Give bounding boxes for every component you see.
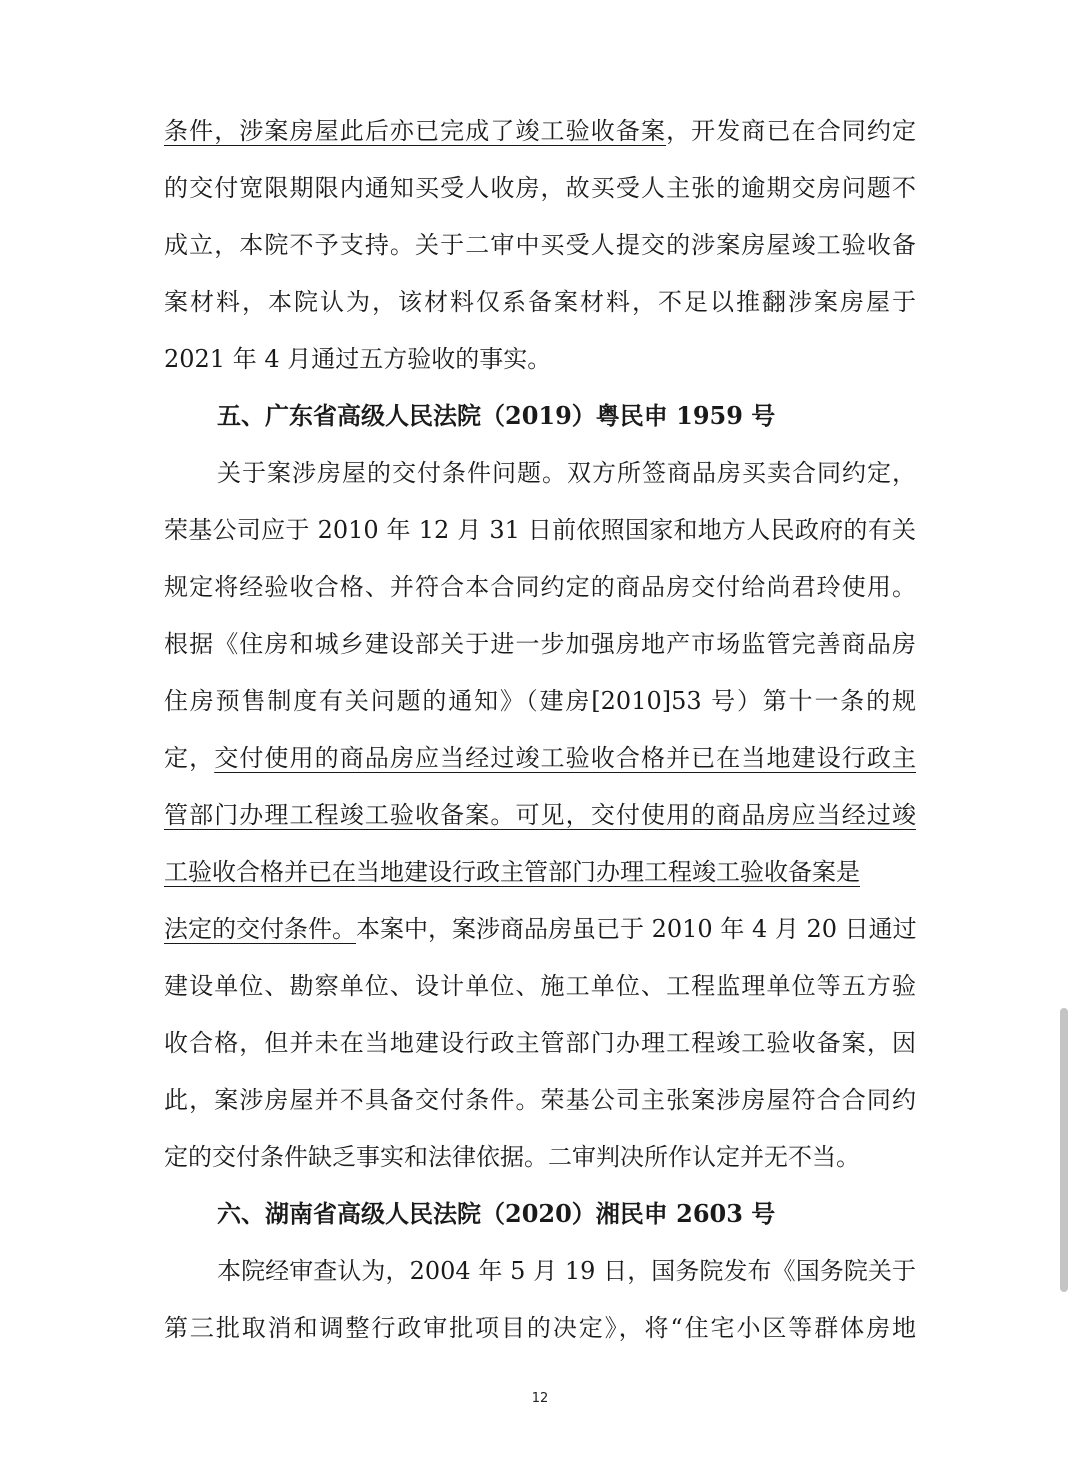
text-segment: 本院经审查认为，2004 年 5 月 19 日，国务院发布《国务院关于 [217,1257,916,1285]
heading-text: 五、广东省高级人民法院（2019）粤民申 1959 号 [217,401,776,430]
text-segment: 荣基公司应于 2010 年 12 月 31 日前依照国家和地方人民政府的有关 [164,516,916,544]
text-line-8 [164,515,916,545]
section-heading-5 [217,401,917,431]
text-segment: 根据《住房和城乡建设部关于进一步加强房地产市场监管完善商品房 [164,630,916,658]
text-line-22 [164,1313,916,1343]
underlined-text: 管部门办理工程竣工验收备案。可见，交付使用的商品房应当经过竣 [164,801,916,829]
text-segment: ，开发商已在合同约定 [666,117,917,145]
text-line-15 [164,914,916,944]
underlined-text: 条件，涉案房屋此后亦已完成了竣工验收备案 [164,117,667,145]
text-segment: 定的交付条件缺乏事实和法律依据。二审判决所作认定并无不当。 [164,1143,860,1171]
text-line-21 [217,1256,916,1286]
heading-text: 六、湖南省高级人民法院（2020）湘民申 2603 号 [217,1199,776,1228]
text-line-14 [164,857,916,887]
text-line-9 [164,572,916,602]
text-line-2 [164,173,916,203]
text-segment: 的交付宽限期限内通知买受人收房，故买受人主张的逾期交房问题不 [164,174,916,202]
page-number: 12 [531,1391,549,1406]
text-segment: 住房预售制度有关问题的通知》（建房[2010]53 号）第十一条的规 [164,687,916,715]
text-segment: 此，案涉房屋并不具备交付条件。荣基公司主张案涉房屋符合合同约 [164,1086,916,1114]
text-segment: 案材料，本院认为，该材料仅系备案材料，不足以推翻涉案房屋于 [164,288,916,316]
text-line-11 [164,686,916,716]
text-segment: 建设单位、勘察单位、设计单位、施工单位、工程监理单位等五方验 [164,972,916,1000]
text-line-7 [217,458,916,488]
text-line-4 [164,287,916,317]
text-segment: 规定将经验收合格、并符合本合同约定的商品房交付给尚君玲使用。 [164,573,916,601]
underlined-text: 交付使用的商品房应当经过竣工验收合格并已在当地建设行政主 [214,744,917,772]
underlined-text: 法定的交付条件。 [164,915,356,943]
text-segment: 第三批取消和调整行政审批项目的决定》，将“住宅小区等群体房地 [164,1314,916,1342]
text-line-16 [164,971,916,1001]
text-line-5 [164,344,916,374]
text-line-3 [164,230,916,260]
scrollbar-thumb[interactable] [1060,1008,1068,1292]
text-segment: 收合格，但并未在当地建设行政主管部门办理工程竣工验收备案，因 [164,1029,916,1057]
text-segment: 关于案涉房屋的交付条件问题。双方所签商品房买卖合同约定， [217,459,916,487]
text-line-1 [164,116,916,146]
section-heading-6 [217,1199,917,1229]
text-segment: 2021 年 4 月通过五方验收的事实。 [164,345,552,373]
underlined-text: 工验收合格并已在当地建设行政主管部门办理工程竣工验收备案是 [164,858,860,886]
text-line-18 [164,1085,916,1115]
text-line-19 [164,1142,916,1172]
text-line-17 [164,1028,916,1058]
text-segment: 定， [164,744,215,772]
text-line-12 [164,743,916,773]
text-line-13 [164,800,916,830]
text-segment: 成立，本院不予支持。关于二审中买受人提交的涉案房屋竣工验收备 [164,231,916,259]
text-segment: 本案中，案涉商品房虽已于 2010 年 4 月 20 日通过 [356,915,917,943]
text-line-10 [164,629,916,659]
